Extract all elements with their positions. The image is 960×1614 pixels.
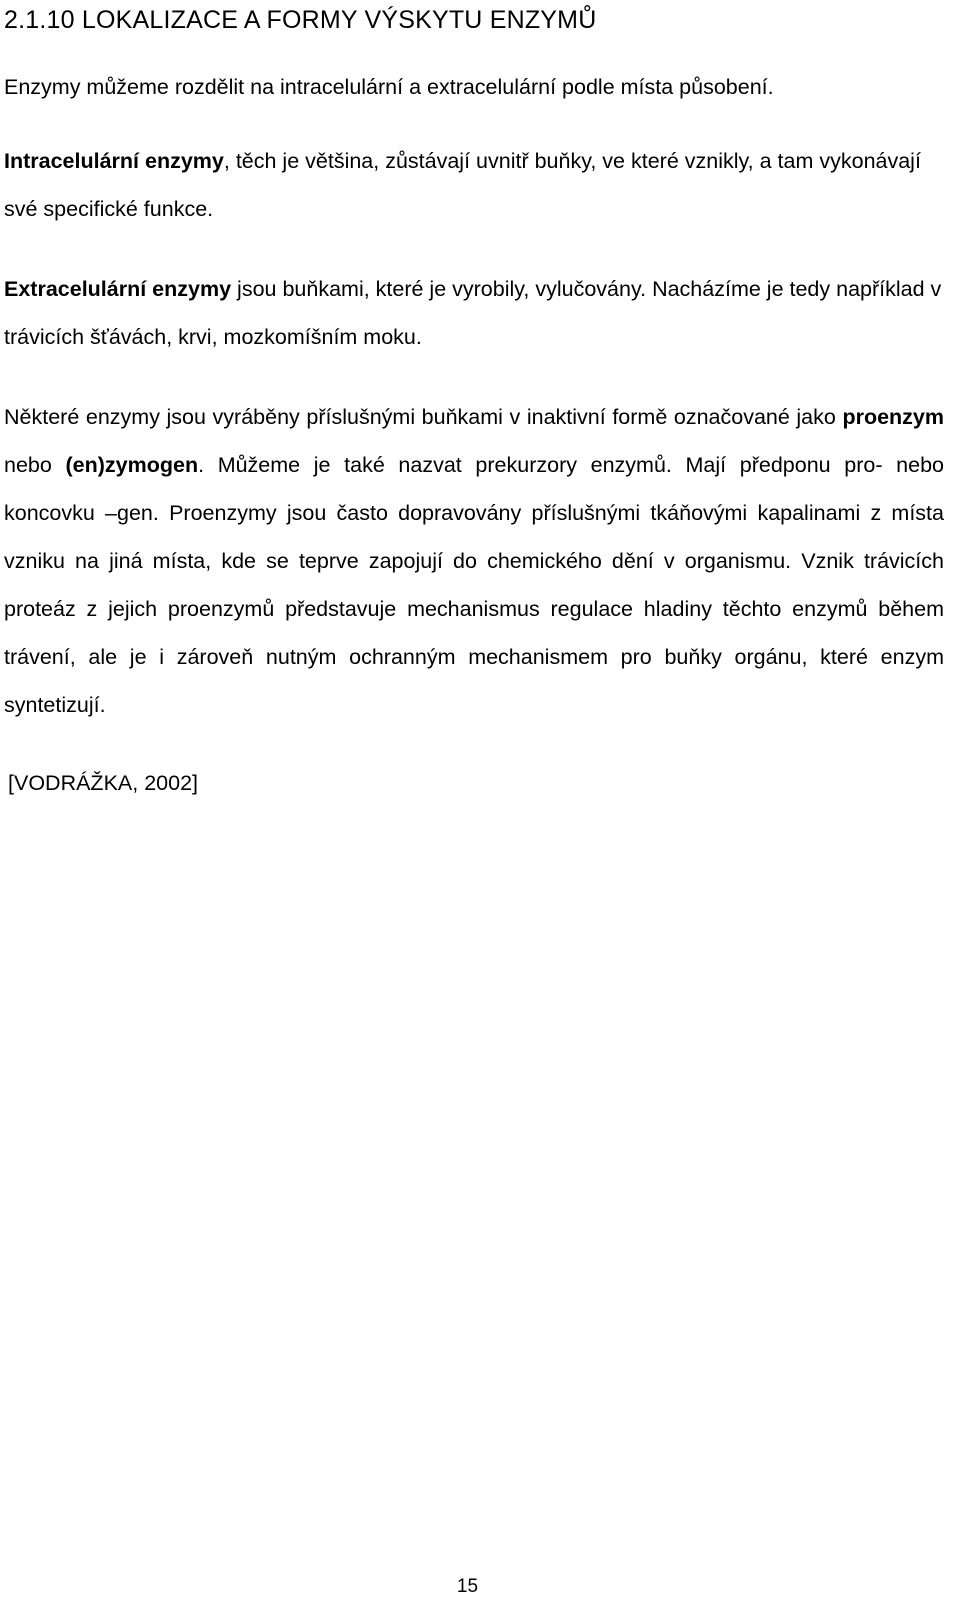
proenzyme-description-text: . Můžeme je také nazvat prekurzory enzymů. Mají předponu pro- nebo koncovku –gen. Proenzymy jsou často dopravovány příslušnými tkáňovými kapalinami z místa vzniku na jiná místa, kde se teprve zapojují do chemického dění v organismu. Vznik trávicích proteáz z jejich proenzymů představuje mechanismus regulace hladiny těchto enzymů během trávení, ale je i zároveň nutným ochranným mechanismem pro buňky orgánu, které enzym syntetizují. — [4, 453, 944, 717]
intracellular-enzymes-text: , těch je většina, zůstávají uvnitř buňky, ve které vznikly, a tam vykonávají své specifické funkce. — [4, 149, 921, 221]
intracellular-enzymes-paragraph — [4, 137, 932, 233]
proenzyme-intro-text: Některé enzymy jsou vyráběny příslušnými buňkami v inaktivní formě označované jako — [4, 405, 843, 429]
proenzyme-paragraph — [4, 393, 944, 729]
section-heading: 2.1.10 LOKALIZACE A FORMY VÝSKYTU ENZYMŮ — [4, 6, 597, 34]
literature-reference: [VODRÁŽKA, 2002] — [8, 771, 198, 795]
intro-paragraph: Enzymy můžeme rozdělit na intracelulární a extracelulární podle místa působení. — [4, 75, 774, 99]
extracellular-enzymes-text: jsou buňkami, které je vyrobily, vylučovány. Nacházíme je tedy například v trávicích šťávách, krvi, mozkomíšním moku. — [4, 277, 942, 349]
page-number: 15 — [456, 1576, 479, 1597]
extracellular-enzymes-term: Extracelulární enzymy — [4, 277, 232, 301]
zymogen-term: (en)zymogen — [65, 453, 199, 477]
proenzyme-connector-text: nebo — [4, 453, 66, 477]
extracellular-enzymes-paragraph — [4, 265, 944, 361]
intracellular-enzymes-term: Intracelulární enzymy — [4, 149, 224, 173]
proenzyme-term: proenzym — [842, 405, 944, 429]
